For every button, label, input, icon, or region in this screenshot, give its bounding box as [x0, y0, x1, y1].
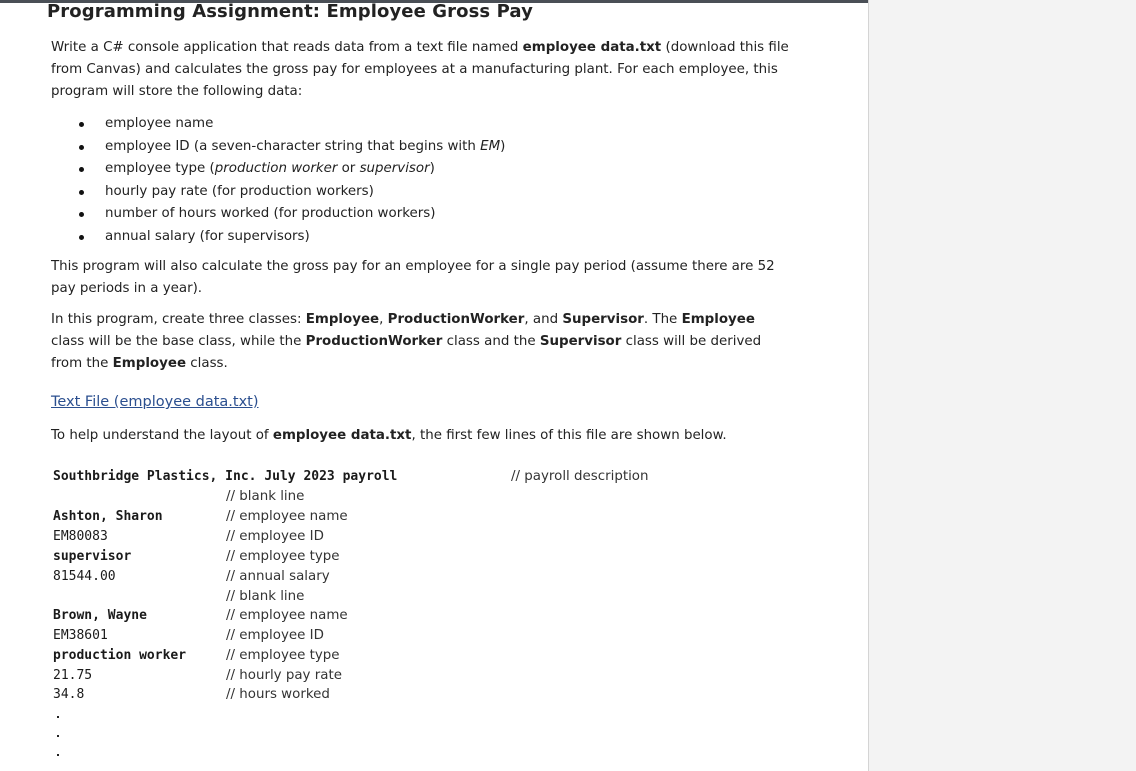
list-item-text: number of hours worked (for production workers): [105, 206, 436, 221]
file-line-comment: // blank line: [226, 489, 305, 504]
file-line-comment: // annual salary: [226, 569, 330, 584]
list-item-italic: EM: [480, 138, 501, 154]
list-item: [76, 203, 676, 226]
file-line-comment: // employee type: [226, 549, 340, 564]
layout-filename: employee data.txt: [272, 428, 412, 443]
file-line-code: 34.8: [53, 687, 85, 702]
file-line-code: 21.75: [53, 668, 93, 683]
file-line-comment: // employee type: [226, 648, 340, 663]
list-item: [76, 181, 676, 204]
classes-text: class and the: [442, 334, 540, 349]
bullet-icon: [79, 190, 84, 195]
class-name: ProductionWorker: [305, 334, 443, 349]
continuation-dot: [57, 735, 59, 737]
file-line-comment: // blank line: [226, 589, 305, 604]
list-item-text: annual salary (for supervisors): [105, 228, 310, 244]
text-file-link[interactable]: Text File (employee data.txt): [51, 394, 259, 410]
list-item: [76, 113, 676, 136]
file-line-comment: // payroll description: [511, 469, 649, 484]
classes-text: ,: [379, 312, 388, 327]
classes-paragraph: [51, 309, 791, 375]
list-item-text: employee name: [105, 116, 214, 131]
file-line-comment: // employee ID: [226, 529, 324, 544]
list-item-text: employee type (: [105, 161, 215, 176]
gross-pay-paragraph: This program will also calculate the gross pay for an employee for a single pay period (assume there are 52 pay periods in a year).: [51, 259, 775, 296]
bullet-icon: [79, 145, 84, 150]
class-name: Employee: [681, 312, 755, 327]
side-panel: [868, 0, 1136, 771]
list-item-italic: supervisor: [359, 161, 430, 176]
file-line-code: Southbridge Plastics, Inc. July 2023 payroll: [53, 469, 398, 484]
class-name: Employee: [112, 356, 187, 371]
file-line-comment: // employee ID: [226, 628, 324, 643]
layout-text: To help understand the layout of: [51, 428, 273, 443]
file-line-code: supervisor: [53, 549, 132, 564]
file-line-comment: // employee name: [226, 509, 348, 524]
bullet-icon: [79, 212, 84, 217]
file-line-code: EM38601: [53, 628, 108, 643]
file-line-comment: // employee name: [226, 608, 348, 623]
list-item-text: employee ID (a seven-character string that begins with: [105, 138, 481, 154]
intro-paragraph: [51, 37, 791, 103]
intro-filename: employee data.txt: [522, 40, 662, 55]
class-name: Employee: [305, 312, 380, 327]
page-title: Programming Assignment: Employee Gross Pay: [47, 1, 533, 22]
classes-text: class will be derived from the: [51, 334, 762, 371]
file-line-comment: // hourly pay rate: [226, 668, 342, 683]
file-line-comment: // hours worked: [226, 687, 330, 702]
intro-text-rest: (download this file from Canvas) and calculates the gross pay for employees at a manufacturing plant. For each employee, this program will store the following data:: [51, 40, 789, 99]
classes-text: , and: [524, 312, 563, 327]
bullet-icon: [79, 167, 84, 172]
file-line-code: Ashton, Sharon: [53, 509, 163, 524]
classes-text: . The: [643, 312, 682, 327]
list-item-italic: production worker: [214, 161, 338, 176]
employee-data-list: [76, 113, 676, 248]
list-item: [76, 136, 676, 159]
bullet-icon: [79, 235, 84, 240]
list-item-text: ): [500, 138, 506, 154]
layout-text: , the first few lines of this file are shown below.: [411, 428, 727, 443]
layout-paragraph: [51, 425, 791, 447]
class-name: Supervisor: [539, 334, 622, 349]
file-line-code: 81544.00: [53, 569, 116, 584]
continuation-dot: [57, 716, 59, 718]
continuation-dot: [57, 754, 59, 756]
list-item-text: ): [429, 161, 435, 176]
file-line-code: Brown, Wayne: [53, 608, 147, 623]
classes-text: class will be the base class, while the: [51, 334, 306, 349]
class-name: ProductionWorker: [387, 312, 525, 327]
class-name: Supervisor: [562, 312, 644, 327]
file-line-code: EM80083: [53, 529, 108, 544]
file-line-code: production worker: [53, 648, 187, 663]
list-item: [76, 226, 676, 249]
list-item-text: or: [337, 161, 360, 176]
list-item-text: hourly pay rate (for production workers): [105, 183, 374, 199]
classes-text: class.: [186, 356, 228, 371]
bullet-icon: [79, 122, 84, 127]
intro-text: Write a C# console application that reads data from a text file named: [51, 40, 523, 55]
classes-text: In this program, create three classes:: [51, 312, 306, 327]
list-item: [76, 158, 676, 181]
